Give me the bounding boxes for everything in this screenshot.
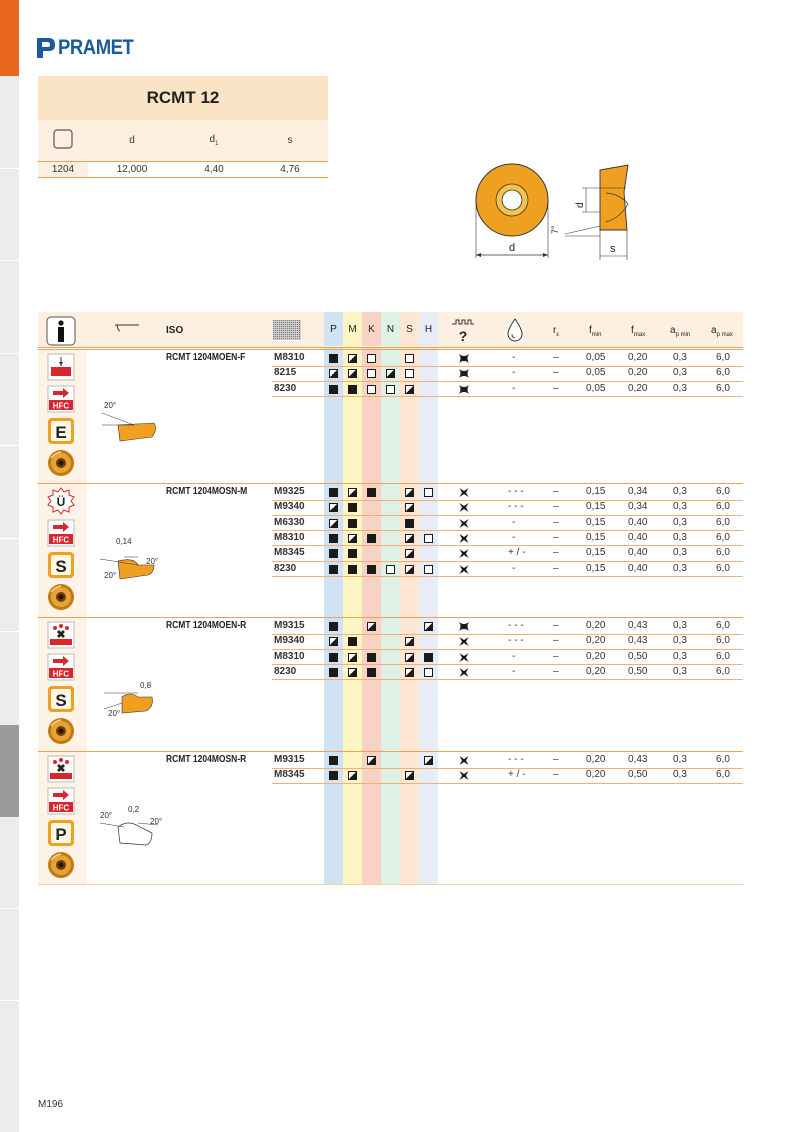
grade-code[interactable]: M8310 [274, 650, 305, 662]
corner-radius-value: – [553, 769, 559, 781]
feed-max-value: 0,50 [628, 769, 648, 781]
header-material-K: K [362, 312, 381, 346]
feed-max-value: 0,34 [628, 501, 648, 513]
cross-icon [458, 548, 469, 558]
cross-icon [458, 564, 469, 574]
material-suitability-H [424, 653, 433, 662]
depth-max-value: 6,0 [716, 562, 730, 574]
row-divider [272, 783, 743, 784]
depth-min-value: 0,3 [673, 547, 687, 559]
clover-icon [458, 368, 469, 378]
feed-max-value: 0,40 [628, 531, 648, 543]
material-suitability-S [405, 668, 414, 677]
coolant-value: - [512, 562, 516, 574]
page-number: M196 [38, 1099, 64, 1110]
material-suitability-M [348, 385, 357, 394]
feed-min-value: 0,20 [586, 769, 606, 781]
tab-divider [0, 260, 19, 261]
header-material-P: P [324, 312, 343, 346]
cross-icon [458, 652, 469, 662]
grade-code[interactable]: M8345 [274, 547, 305, 559]
header-rs: $r_\varepsilon$ [553, 325, 560, 338]
grade-code[interactable]: 8230 [274, 665, 297, 677]
header-iso: ISO [166, 325, 184, 336]
coolant-value: - [512, 665, 516, 677]
material-suitability-M [348, 519, 357, 528]
depth-min-value: 0,3 [673, 635, 687, 647]
grade-code[interactable]: M8310 [274, 531, 305, 543]
row-divider [272, 679, 743, 680]
grade-code[interactable]: M6330 [274, 516, 305, 528]
svg-text:HFC: HFC [52, 669, 70, 679]
clover-icon [458, 353, 469, 363]
material-suitability-P [329, 534, 338, 543]
clover-icon [458, 621, 469, 631]
svg-text:E: E [55, 423, 67, 442]
cross-icon [458, 636, 469, 646]
insert-photo-icon [47, 449, 75, 477]
cross-icon [458, 502, 469, 512]
feed-min-value: 0,15 [586, 562, 606, 574]
material-suitability-S [405, 519, 414, 528]
material-suitability-M [348, 637, 357, 646]
svg-text:P: P [55, 825, 67, 844]
material-suitability-P [329, 565, 338, 574]
dim-d: 12,000 [116, 164, 148, 175]
cross-icon [458, 518, 469, 528]
hfc-icon [47, 653, 75, 681]
material-suitability-M [348, 653, 357, 662]
material-suitability-P [329, 519, 338, 528]
material-suitability-P [329, 668, 338, 677]
corner-radius-value: – [553, 382, 559, 394]
material-suitability-M [348, 771, 357, 780]
depth-min-value: 0,3 [673, 486, 687, 497]
material-suitability-S [405, 354, 414, 363]
coolant-value: + / - [508, 769, 526, 781]
hfc-icon [47, 787, 75, 815]
coolant-value: - - - [508, 635, 524, 647]
material-suitability-S [405, 385, 414, 394]
material-suitability-M [348, 503, 357, 512]
hfc-icon [47, 385, 75, 413]
feed-max-value: 0,43 [628, 635, 648, 647]
section-divider [38, 617, 743, 618]
depth-max-value: 6,0 [716, 547, 730, 559]
corner-radius-value: – [553, 620, 559, 631]
feed-max-value: 0,20 [628, 382, 648, 394]
grade-code[interactable]: M9340 [274, 501, 305, 513]
depth-min-value: 0,3 [673, 650, 687, 662]
material-suitability-P [329, 369, 338, 378]
material-suitability-P [329, 756, 338, 765]
dim-s: 4,76 [280, 164, 300, 175]
coolant-value: - [512, 531, 516, 543]
material-suitability-S [405, 771, 414, 780]
coolant-drop-icon [506, 317, 524, 343]
grade-code[interactable]: M8345 [274, 769, 305, 781]
coolant-value: - - - [508, 620, 524, 631]
feed-min-value: 0,15 [586, 531, 606, 543]
section-divider [38, 751, 743, 752]
tab-divider [0, 1000, 19, 1001]
table-end-line [38, 884, 743, 885]
edge-angle-label: 20° [150, 817, 163, 826]
row-divider [272, 396, 743, 397]
svg-text:S: S [55, 557, 67, 576]
side-tab-strip [0, 0, 19, 1132]
material-suitability-K [367, 369, 376, 378]
coolant-value: + / - [508, 547, 526, 559]
feed-max-value: 0,43 [628, 620, 648, 631]
svg-text:HFC: HFC [52, 401, 70, 411]
material-suitability-S [405, 534, 414, 543]
material-suitability-S [405, 653, 414, 662]
material-suitability-K [367, 622, 376, 631]
feed-min-value: 0,20 [586, 754, 606, 765]
coolant-value: - - - [508, 501, 524, 513]
depth-min-value: 0,3 [673, 367, 687, 379]
x-form-icon [47, 755, 75, 783]
material-suitability-H [424, 756, 433, 765]
material-suitability-H [424, 534, 433, 543]
material-suitability-K [367, 488, 376, 497]
depth-max-value: 6,0 [716, 754, 730, 765]
svg-text:S: S [55, 691, 67, 710]
grade-code[interactable]: 8230 [274, 382, 297, 394]
feed-max-value: 0,20 [628, 367, 648, 379]
material-suitability-M [348, 565, 357, 574]
material-suitability-M [348, 549, 357, 558]
svg-text:✖: ✖ [56, 763, 66, 775]
coolant-value: - [512, 367, 516, 379]
feed-min-value: 0,15 [586, 547, 606, 559]
corner-radius-value: – [553, 562, 559, 574]
svg-text:HFC: HFC [52, 803, 70, 813]
edge-angle-label: 20° [108, 709, 121, 718]
depth-max-value: 6,0 [716, 367, 730, 379]
material-suitability-N [386, 565, 395, 574]
dim-header-s: s [287, 135, 293, 146]
tab-divider [0, 353, 19, 354]
corner-radius-value: – [553, 531, 559, 543]
dimension-table [38, 76, 328, 178]
letter-s-icon [47, 685, 75, 713]
edge-angle-label: 0,14 [116, 537, 132, 546]
insert-photo-icon [47, 583, 75, 611]
tab-divider [0, 445, 19, 446]
letter-s-icon [47, 551, 75, 579]
dim-header-d: d [129, 135, 135, 146]
material-suitability-K [367, 534, 376, 543]
material-suitability-H [424, 668, 433, 677]
feed-min-value: 0,15 [586, 501, 606, 513]
grade-texture-icon [273, 320, 301, 340]
coolant-value: - [512, 352, 516, 363]
cross-icon [458, 755, 469, 765]
iso-code[interactable]: RCMT 1204MOSN-M [166, 486, 248, 497]
material-suitability-H [424, 488, 433, 497]
material-suitability-N [386, 369, 395, 378]
grade-code[interactable]: M9315 [274, 754, 305, 765]
band-S [400, 312, 419, 884]
clover-icon [458, 384, 469, 394]
feed-min-value: 0,05 [586, 382, 606, 394]
feed-max-value: 0,50 [628, 650, 648, 662]
dim-size: 1204 [38, 162, 88, 177]
coolant-value: - - - [508, 486, 524, 497]
feed-max-value: 0,50 [628, 665, 648, 677]
drawing-label-d1: d [575, 202, 586, 208]
corner-radius-value: – [553, 754, 559, 765]
edge-angle-label: 20° [146, 557, 159, 566]
header-material-M: M [343, 312, 362, 346]
cross-icon [458, 487, 469, 497]
grade-code[interactable]: 8230 [274, 562, 297, 574]
depth-min-value: 0,3 [673, 501, 687, 513]
depth-min-value: 0,3 [673, 665, 687, 677]
corner-radius-value: – [553, 547, 559, 559]
depth-max-value: 6,0 [716, 665, 730, 677]
header-fmin: $f_{min}$ [589, 325, 602, 338]
depth-max-value: 6,0 [716, 635, 730, 647]
x-form-icon [47, 621, 75, 649]
material-suitability-S [405, 637, 414, 646]
tab-divider [0, 908, 19, 909]
cross-icon [458, 533, 469, 543]
depth-min-value: 0,3 [673, 769, 687, 781]
section-divider [38, 349, 743, 350]
depth-min-value: 0,3 [673, 620, 687, 631]
material-suitability-S [405, 503, 414, 512]
edge-angle-label: 20° [100, 811, 113, 820]
dimension-row [38, 162, 328, 178]
material-suitability-M [348, 668, 357, 677]
letter-p-icon [47, 819, 75, 847]
svg-text:✖: ✖ [56, 629, 66, 641]
depth-max-value: 6,0 [716, 531, 730, 543]
feed-min-value: 0,05 [586, 352, 606, 363]
depth-min-value: 0,3 [673, 562, 687, 574]
material-suitability-N [386, 385, 395, 394]
depth-min-value: 0,3 [673, 352, 687, 363]
edge-profile [94, 529, 164, 589]
depth-max-value: 6,0 [716, 486, 730, 497]
grade-code[interactable]: 8215 [274, 367, 297, 379]
depth-min-value: 0,3 [673, 754, 687, 765]
band-K [362, 312, 381, 884]
coolant-value: - [512, 382, 516, 394]
material-suitability-P [329, 385, 338, 394]
band-M [343, 312, 362, 884]
material-suitability-M [348, 488, 357, 497]
brand-name: PRAMET [58, 36, 134, 59]
depth-max-value: 6,0 [716, 501, 730, 513]
material-suitability-K [367, 565, 376, 574]
iso-code[interactable]: RCMT 1204MOEN-R [166, 620, 247, 631]
material-suitability-P [329, 488, 338, 497]
edge-profile-drawing [94, 663, 164, 723]
insert-drawing [470, 160, 640, 270]
u-form-icon [47, 487, 75, 515]
corner-radius-value: – [553, 501, 559, 513]
corner-radius-value: – [553, 516, 559, 528]
header-apmax: $a_{p max}$ [711, 325, 733, 338]
material-suitability-P [329, 622, 338, 631]
depth-min-value: 0,3 [673, 531, 687, 543]
svg-text:Ü: Ü [56, 495, 66, 509]
info-icon[interactable] [46, 316, 76, 346]
material-suitability-P [329, 549, 338, 558]
dimension-header [38, 120, 328, 162]
material-suitability-S [405, 369, 414, 378]
corner-radius-value: – [553, 665, 559, 677]
chipbreaker-help-icon[interactable] [450, 318, 476, 344]
header-fmax: $f_{max}$ [631, 325, 646, 338]
feed-min-value: 0,20 [586, 665, 606, 677]
grade-code[interactable]: M8310 [274, 352, 305, 363]
material-suitability-K [367, 668, 376, 677]
feed-min-value: 0,20 [586, 620, 606, 631]
edge-angle-label: 0,8 [140, 681, 152, 690]
depth-max-value: 6,0 [716, 352, 730, 363]
cross-icon [458, 667, 469, 677]
edge-profile [94, 395, 164, 455]
row-divider [272, 576, 743, 577]
depth-max-value: 6,0 [716, 382, 730, 394]
header-material-H: H [419, 312, 438, 346]
section-divider [38, 483, 743, 484]
feed-max-value: 0,40 [628, 547, 648, 559]
material-suitability-P [329, 503, 338, 512]
band-N [381, 312, 400, 884]
depth-max-value: 6,0 [716, 769, 730, 781]
material-suitability-K [367, 385, 376, 394]
corner-radius-value: – [553, 352, 559, 363]
coolant-value: - [512, 650, 516, 662]
dim-d1: 4,40 [204, 164, 224, 175]
feed-max-value: 0,40 [628, 516, 648, 528]
material-suitability-S [405, 488, 414, 497]
edge-angle-label: 20° [104, 571, 117, 580]
iso-code[interactable]: RCMT 1204MOSN-R [166, 754, 247, 765]
corner-radius-value: – [553, 367, 559, 379]
feed-min-value: 0,20 [586, 650, 606, 662]
material-suitability-S [405, 549, 414, 558]
drawing-label-angle: 7° [550, 225, 560, 234]
header-apmin: $a_{p min}$ [670, 325, 691, 338]
band-H [419, 312, 438, 884]
material-suitability-K [367, 756, 376, 765]
depth-min-value: 0,3 [673, 382, 687, 394]
edge-profile [94, 663, 164, 723]
material-suitability-P [329, 653, 338, 662]
iso-code[interactable]: RCMT 1204MOEN-F [166, 352, 246, 363]
brand-logo [37, 36, 144, 60]
grade-code[interactable]: M9315 [274, 620, 305, 631]
coolant-value: - [512, 516, 516, 528]
material-suitability-M [348, 369, 357, 378]
edge-profile [94, 797, 164, 857]
material-suitability-H [424, 565, 433, 574]
svg-text:HFC: HFC [52, 535, 70, 545]
svg-text:?: ? [458, 328, 468, 344]
material-suitability-P [329, 771, 338, 780]
chapter-tab-active[interactable] [0, 0, 19, 76]
grade-code[interactable]: M9340 [274, 635, 305, 647]
corner-radius-value: – [553, 635, 559, 647]
tab-divider [0, 631, 19, 632]
corner-radius-value: – [553, 650, 559, 662]
insert-photo-icon [47, 717, 75, 745]
letter-e-icon [47, 417, 75, 445]
header-material-N: N [381, 312, 400, 346]
depth-min-value: 0,3 [673, 516, 687, 528]
material-suitability-M [348, 534, 357, 543]
chapter-tab-current[interactable] [0, 725, 19, 817]
insert-photo-icon [47, 851, 75, 879]
material-suitability-K [367, 354, 376, 363]
depth-max-value: 6,0 [716, 650, 730, 662]
feed-max-value: 0,40 [628, 562, 648, 574]
tab-divider [0, 168, 19, 169]
feed-max-value: 0,43 [628, 754, 648, 765]
material-suitability-P [329, 637, 338, 646]
feed-min-value: 0,05 [586, 367, 606, 379]
table-header [38, 312, 743, 348]
material-suitability-P [329, 354, 338, 363]
logo-mark-icon [37, 38, 55, 58]
depth-max-value: 6,0 [716, 516, 730, 528]
dim-header-d1: $d_1$ [209, 134, 219, 147]
material-suitability-S [405, 565, 414, 574]
coolant-value: - - - [508, 754, 524, 765]
edge-angle-label: 20° [104, 401, 117, 410]
material-suitability-M [348, 354, 357, 363]
feed-max-value: 0,20 [628, 352, 648, 363]
hfc-icon [47, 519, 75, 547]
feed-min-value: 0,15 [586, 486, 606, 497]
chip-profile-icon [114, 323, 140, 333]
product-title: RCMT 12 [38, 76, 328, 120]
tab-divider [0, 538, 19, 539]
material-suitability-H [424, 622, 433, 631]
drawing-label-d: d [508, 242, 516, 254]
feed-min-value: 0,15 [586, 516, 606, 528]
grade-code[interactable]: M9325 [274, 486, 305, 497]
edge-angle-label: 0,2 [128, 805, 140, 814]
band-P [324, 312, 343, 884]
drawing-label-s: s [610, 243, 616, 255]
corner-radius-value: – [553, 486, 559, 497]
insert-shape-icon [38, 129, 88, 152]
feed-max-value: 0,34 [628, 486, 648, 497]
depth-max-value: 6,0 [716, 620, 730, 631]
header-material-S: S [400, 312, 419, 346]
cross-icon [458, 770, 469, 780]
material-suitability-K [367, 653, 376, 662]
chip-form-icon [47, 353, 75, 381]
feed-min-value: 0,20 [586, 635, 606, 647]
